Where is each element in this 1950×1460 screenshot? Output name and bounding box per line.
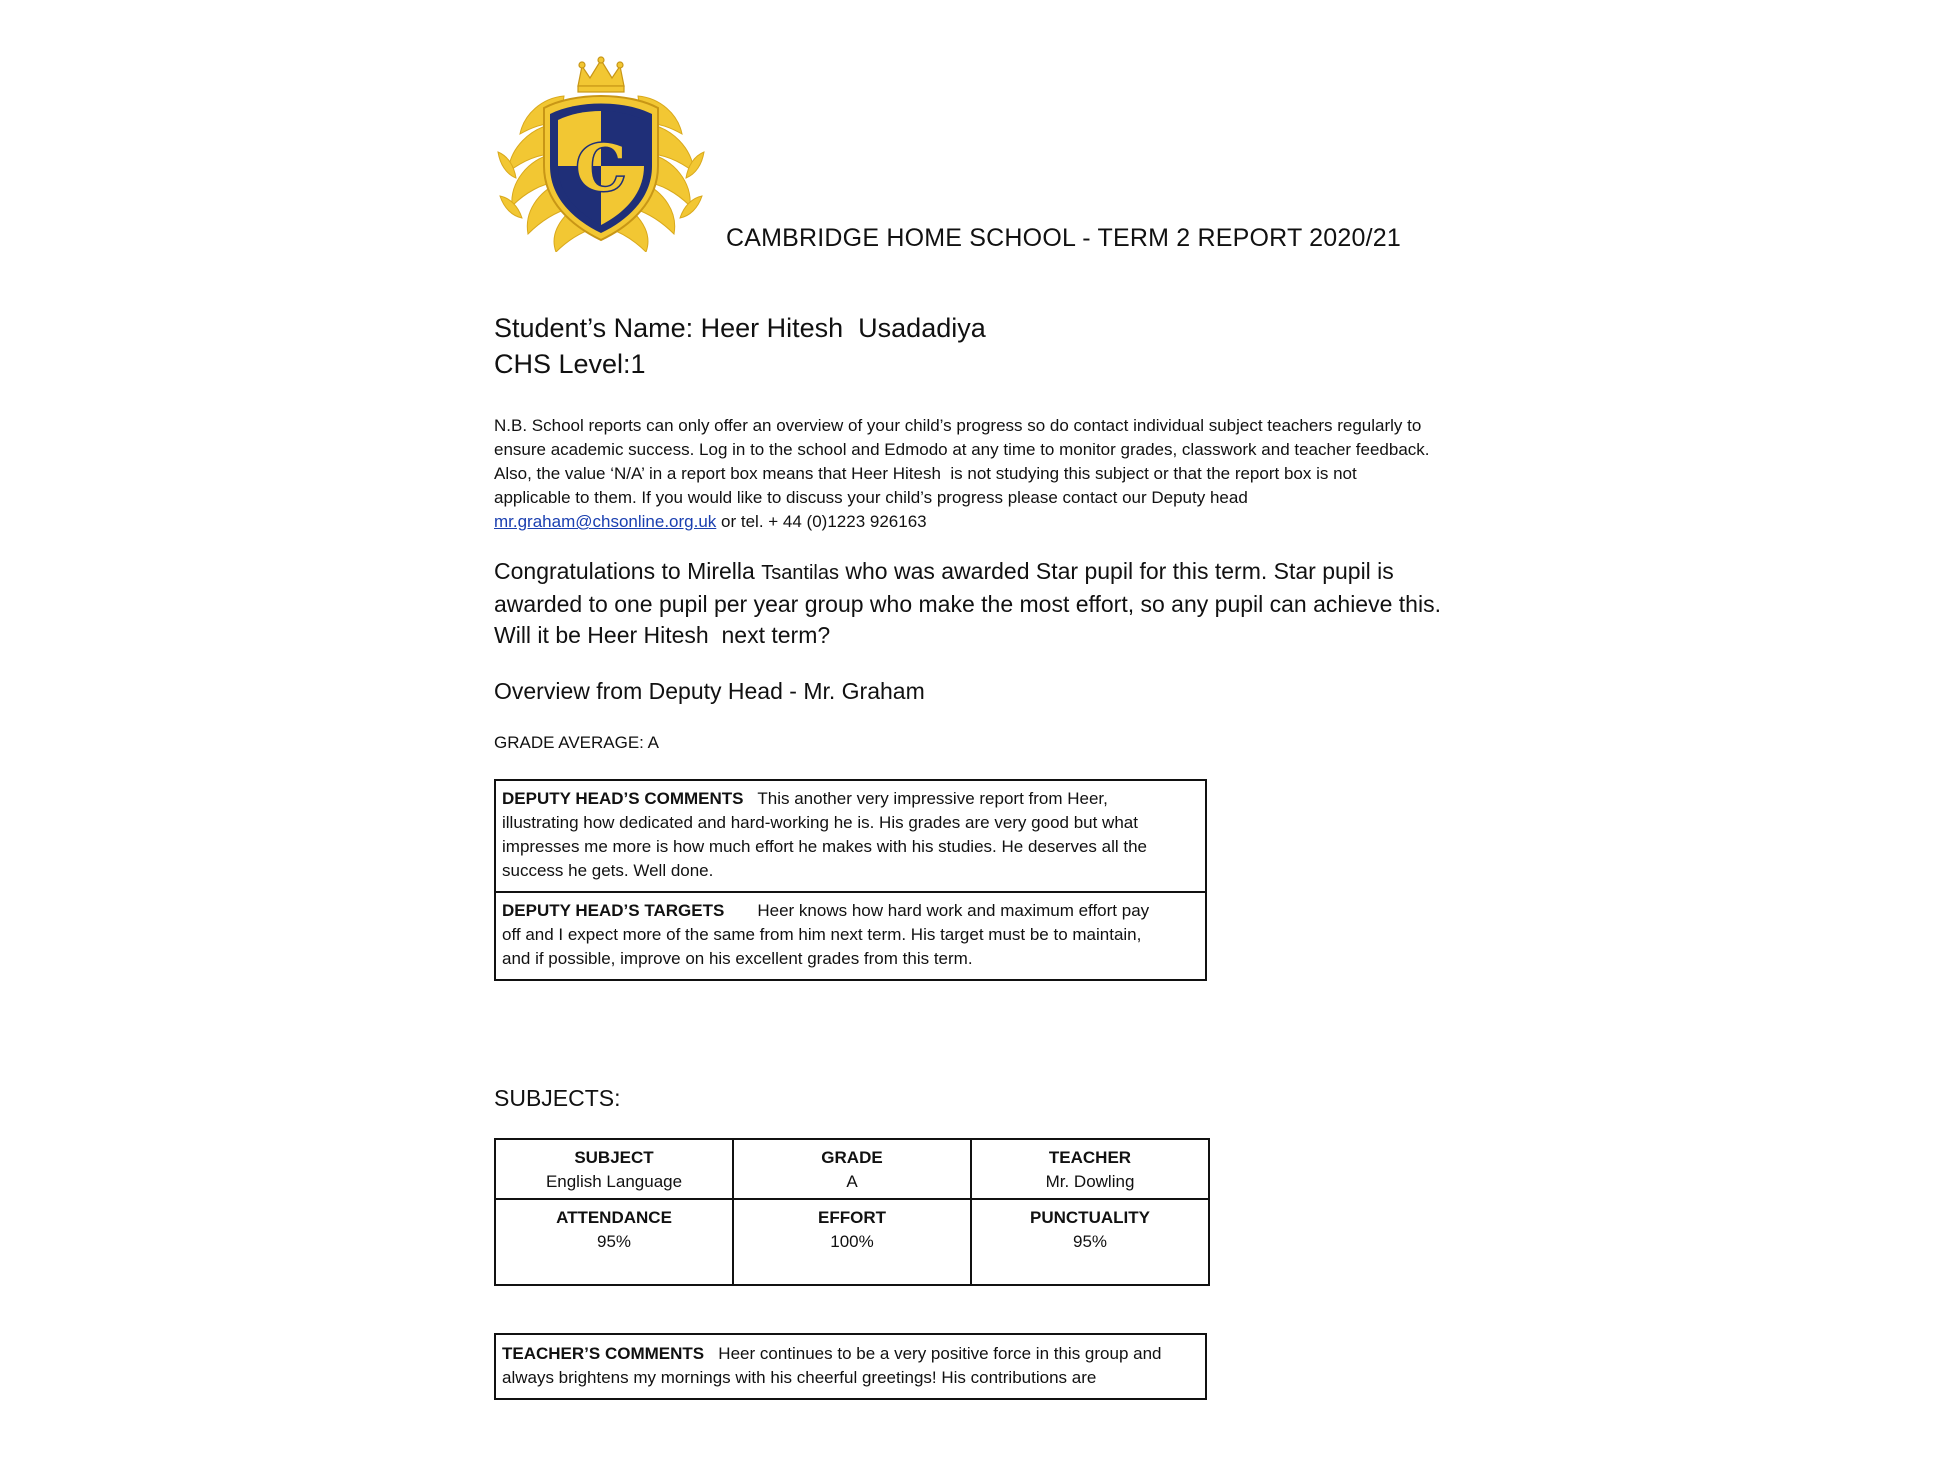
deputy-targets-text: Heer knows how hard work and maximum effort pay bbox=[724, 901, 1150, 920]
subject-cell bbox=[496, 1140, 734, 1200]
student-info bbox=[494, 310, 986, 382]
subject-table bbox=[494, 1138, 1210, 1286]
deputy-comments-line: illustrating how dedicated and hard-working he is. His grades are very good but what bbox=[502, 813, 1138, 832]
deputy-comments-line bbox=[502, 787, 1199, 811]
attendance-label: ATTENDANCE bbox=[556, 1208, 672, 1227]
note-contact-line bbox=[494, 510, 1484, 534]
teacher-label: TEACHER bbox=[1048, 1148, 1132, 1167]
deputy-targets-line bbox=[502, 899, 1199, 923]
attendance-cell bbox=[496, 1200, 734, 1284]
congrats-line bbox=[494, 556, 1494, 589]
grade-cell bbox=[734, 1140, 972, 1200]
deputy-targets-label: DEPUTY HEAD’S TARGETS bbox=[502, 901, 725, 920]
subject-value: English Language bbox=[545, 1172, 683, 1191]
congrats-text: who was awarded Star pupil for this term. Star pupil is bbox=[839, 558, 1394, 584]
effort-value: 100% bbox=[830, 1232, 874, 1251]
effort-label: EFFORT bbox=[818, 1208, 886, 1227]
subjects-heading: SUBJECTS: bbox=[494, 1085, 621, 1111]
deputy-comments-line: impresses me more is how much effort he makes with his studies. He deserves all the bbox=[502, 837, 1148, 856]
teacher-comments-box bbox=[494, 1333, 1207, 1400]
teacher-comments-label: TEACHER’S COMMENTS bbox=[502, 1344, 705, 1363]
congrats-text: Congratulations to Mirella bbox=[494, 558, 762, 584]
effort-cell bbox=[734, 1200, 972, 1284]
congrats-line: awarded to one pupil per year group who make the most effort, so any pupil can achieve this. bbox=[494, 591, 1441, 617]
deputy-phone: or tel. + 44 (0)1223 926163 bbox=[716, 512, 927, 531]
note-line: Also, the value ‘N/A’ in a report box means that Heer Hitesh is not studying this subject or that the report box is not bbox=[494, 464, 1357, 483]
report-note bbox=[494, 414, 1484, 534]
report-title: CAMBRIDGE HOME SCHOOL - TERM 2 REPORT 2020/21 bbox=[726, 224, 1401, 252]
punctuality-value: 95% bbox=[1072, 1232, 1108, 1251]
deputy-email-link[interactable]: mr.graham@chsonline.org.uk bbox=[494, 512, 717, 531]
grade-value: A bbox=[846, 1172, 858, 1191]
teacher-value: Mr. Dowling bbox=[1045, 1172, 1135, 1191]
teacher-comments-line: always brightens my mornings with his cheerful greetings! His contributions are bbox=[502, 1368, 1097, 1387]
congrats-line: Will it be Heer Hitesh next term? bbox=[494, 622, 831, 648]
overview-heading: Overview from Deputy Head - Mr. Graham bbox=[494, 678, 925, 704]
deputy-targets-line: and if possible, improve on his excellent grades from this term. bbox=[502, 949, 973, 968]
grade-average: GRADE AVERAGE: A bbox=[494, 733, 660, 752]
school-crest-logo bbox=[494, 56, 708, 252]
punctuality-cell bbox=[972, 1200, 1208, 1284]
star-pupil-message bbox=[494, 556, 1494, 651]
deputy-comments-cell bbox=[496, 781, 1205, 891]
punctuality-label: PUNCTUALITY bbox=[1030, 1208, 1150, 1227]
attendance-value: 95% bbox=[596, 1232, 632, 1251]
deputy-comments-text: This another very impressive report from Heer, bbox=[743, 789, 1108, 808]
deputy-comments-label: DEPUTY HEAD’S COMMENTS bbox=[502, 789, 744, 808]
deputy-targets-cell bbox=[496, 891, 1205, 979]
deputy-comments-line: success he gets. Well done. bbox=[502, 861, 714, 880]
teacher-comments-line bbox=[502, 1342, 1199, 1366]
deputy-targets-line: off and I expect more of the same from him next term. His target must be to maintain, bbox=[502, 925, 1142, 944]
note-line: N.B. School reports can only offer an overview of your child’s progress so do contact individual subject teachers regularly to bbox=[494, 416, 1422, 435]
crest-letter: C bbox=[575, 131, 627, 206]
teacher-comments-text: Heer continues to be a very positive force in this group and bbox=[704, 1344, 1162, 1363]
congrats-surname: Tsantilas bbox=[761, 562, 839, 584]
subject-label: SUBJECT bbox=[574, 1148, 654, 1167]
student-level: CHS Level:1 bbox=[494, 349, 646, 379]
deputy-head-table bbox=[494, 779, 1207, 981]
teacher-cell bbox=[972, 1140, 1208, 1200]
student-name: Student’s Name: Heer Hitesh Usadadiya bbox=[494, 313, 986, 343]
grade-label: GRADE bbox=[821, 1148, 883, 1167]
note-line: ensure academic success. Log in to the school and Edmodo at any time to monitor grades, classwork and teacher feedback. bbox=[494, 440, 1430, 459]
note-line: applicable to them. If you would like to discuss your child’s progress please contact our Deputy head bbox=[494, 488, 1248, 507]
